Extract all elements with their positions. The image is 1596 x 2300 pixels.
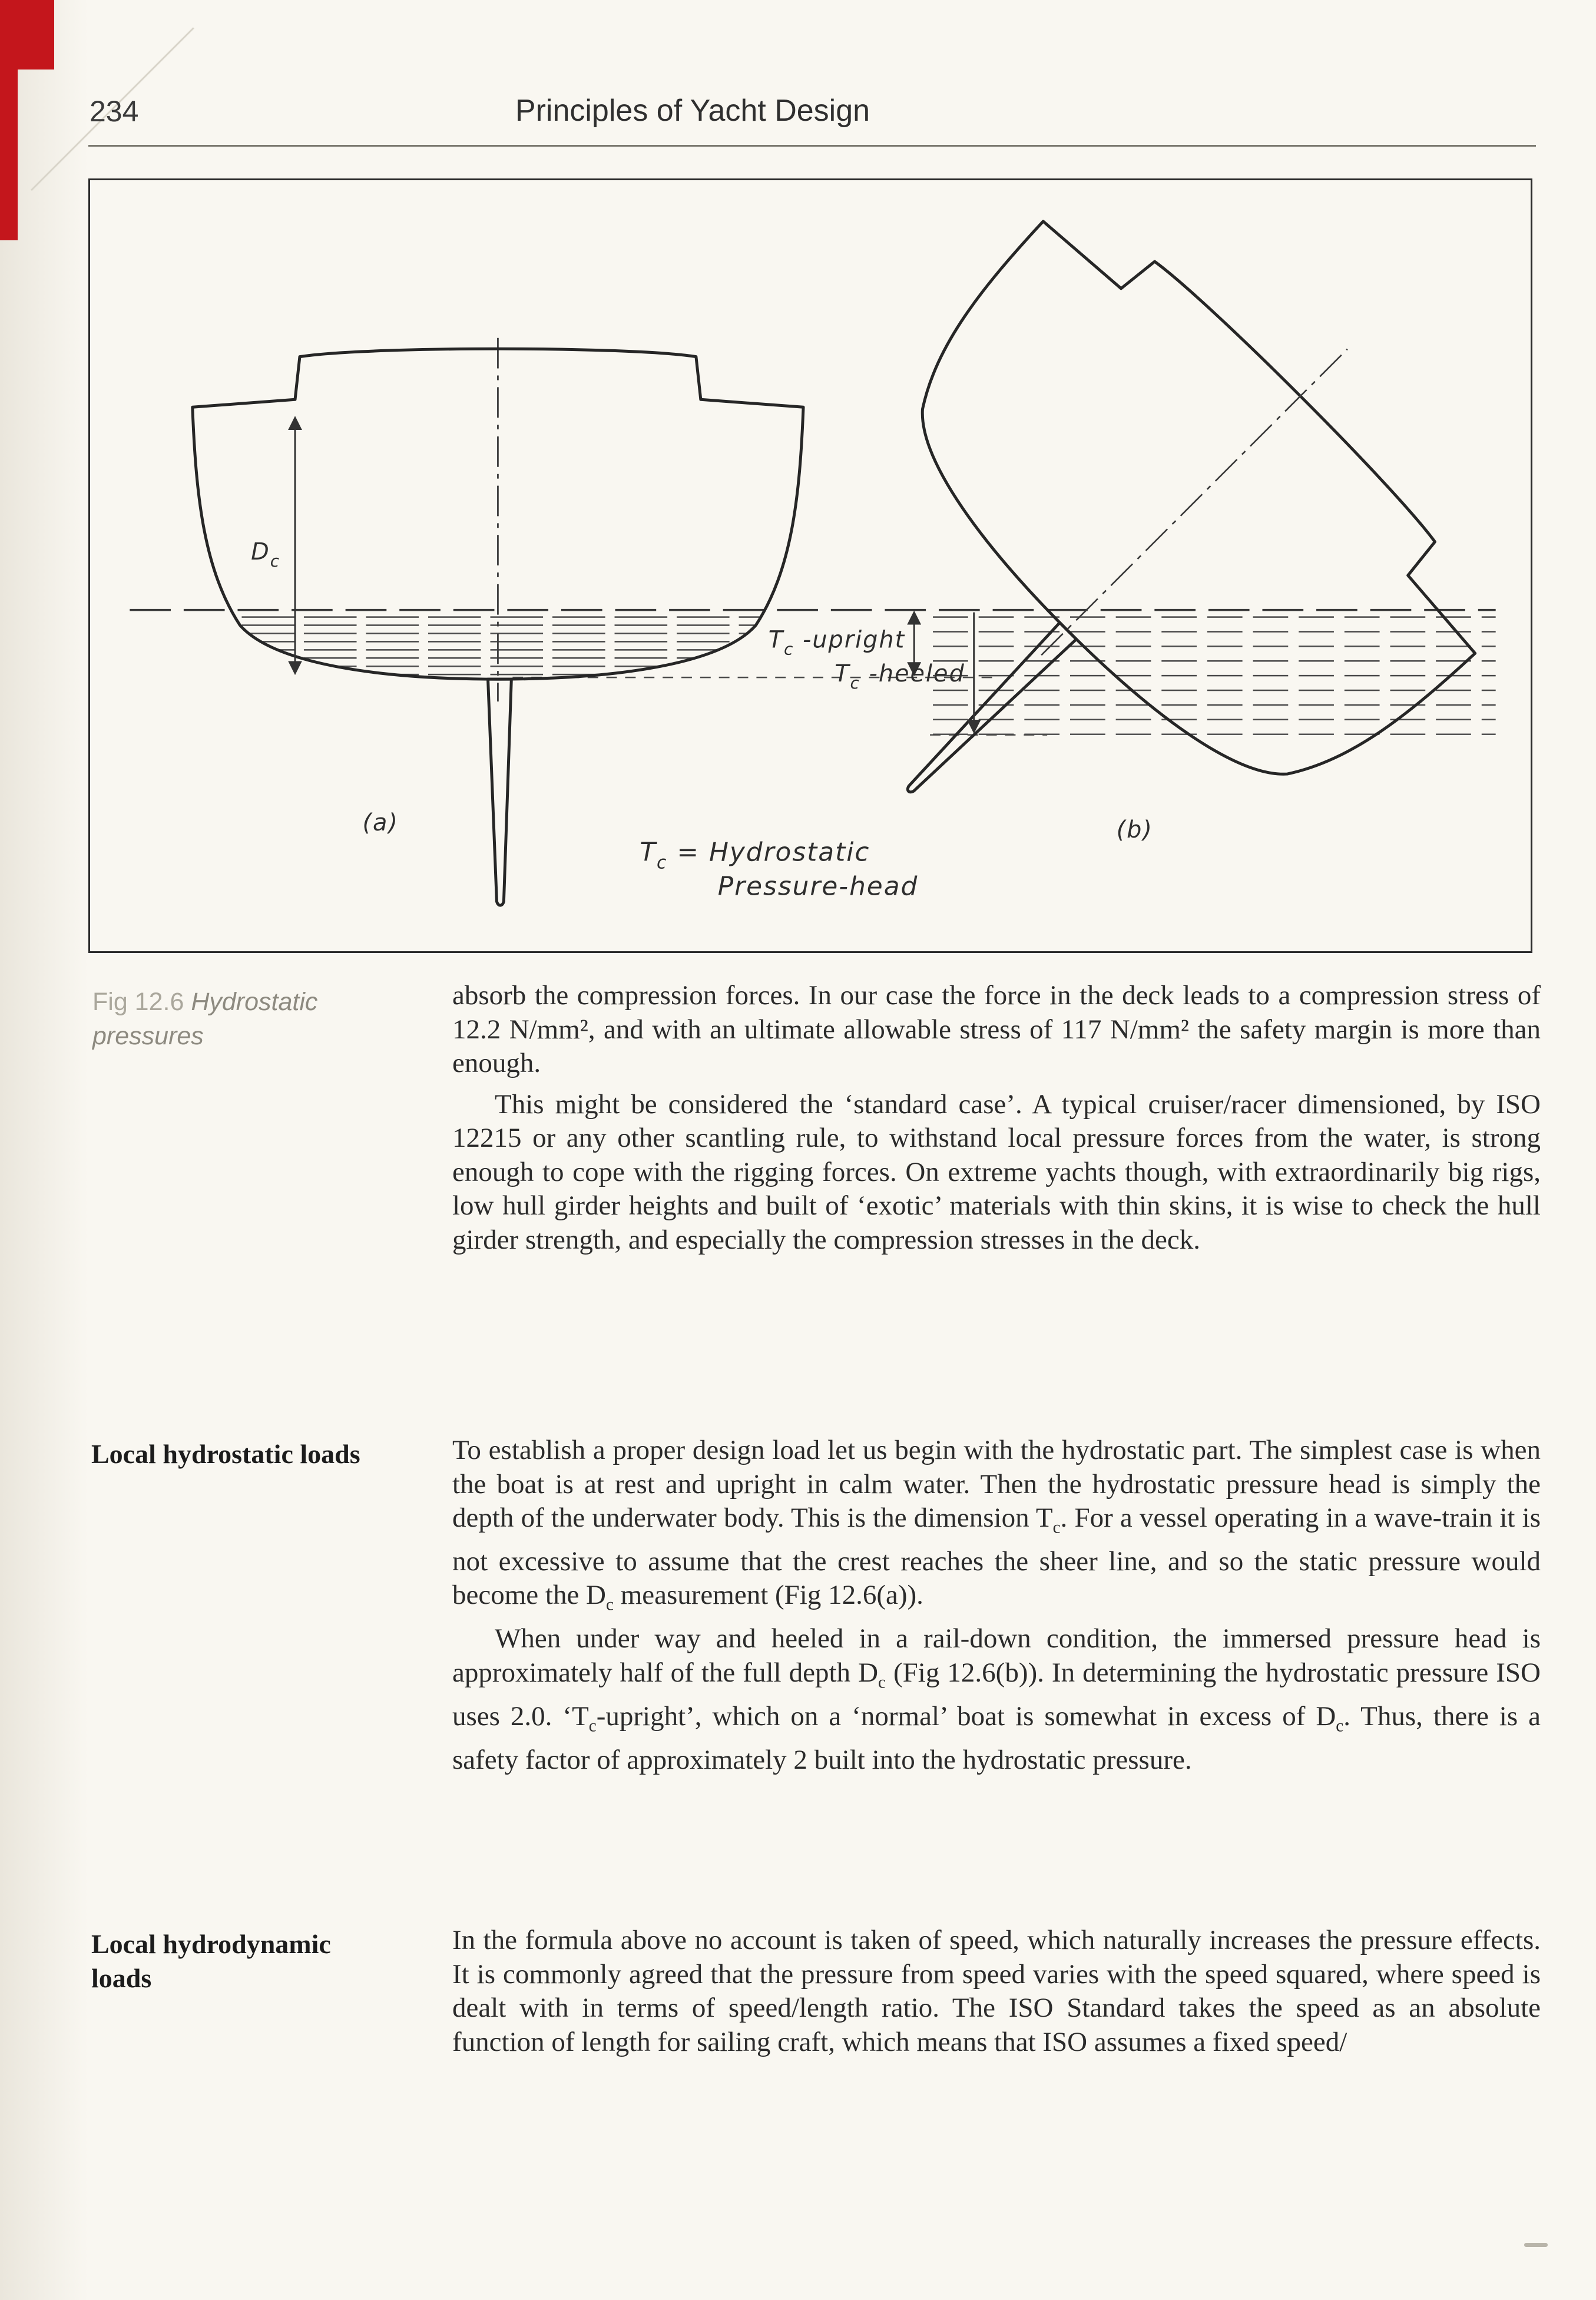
scan-artifact-mark xyxy=(1524,2243,1548,2247)
text-block-hydrostatic xyxy=(452,1434,1541,1777)
page-number: 234 xyxy=(90,95,139,128)
label-a: (a) xyxy=(362,809,399,836)
paragraph: absorb the compression forces. In our case the force in the deck leads to a compression stress of 12.2 N/mm², and with an ultimate allowable stress of 117 N/mm² the safety margin is more than enough. xyxy=(452,980,1541,1078)
red-edge-strip xyxy=(0,0,18,240)
formula-label-line1: $T_c$ = Hydrostatic xyxy=(640,837,870,873)
formula-label-line2: Pressure-head xyxy=(717,871,919,902)
tc-heeled-label: $T_c$ -heeled xyxy=(835,660,965,693)
dc-label: $D_c$ xyxy=(251,538,281,571)
text-block-compression xyxy=(452,979,1541,1257)
header-rule xyxy=(88,145,1536,147)
water-hatching-heeled xyxy=(933,617,1496,734)
upright-keel-fin xyxy=(488,679,512,905)
figure-caption-line1 xyxy=(92,985,422,1019)
hull-section-upright xyxy=(193,338,803,905)
tc-upright-label: $T_c$ -upright xyxy=(768,626,906,659)
paragraph: In the formula above no account is taken of speed, which naturally increases the pressure effects. It is commonly agreed that the pressure from speed varies with the speed squared, where speed is dealt with in terms of speed/length ratio. The ISO Standard takes the speed as an absolute function of length for sailing craft, which means that ISO assumes a fixed speed/ xyxy=(452,1925,1541,2057)
scan-edge-shading xyxy=(0,0,88,2300)
figure-12-6-box xyxy=(88,178,1532,953)
hull-section-heeled xyxy=(691,180,1516,951)
margin-heading-local-hydrodynamic-loads: Local hydrodynamic loads xyxy=(91,1929,331,1993)
figure-drawing xyxy=(90,180,1531,951)
label-b: (b) xyxy=(1116,816,1153,843)
text-block-hydrodynamic xyxy=(452,1924,1541,2059)
figure-caption-number: Fig 12.6 xyxy=(92,988,191,1016)
paragraph: When under way and heeled in a rail-down condition, the immersed pressure head is approximately half of the full depth $D_c$ (Fig 12.6(b)). In determining the hydrostatic pressure ISO uses 2.0. ‘$T_c$-upright’, which on a ‘normal’ boat is somewhat in excess of $D_c$. Thus, there is a safety factor of approximately 2 built into the hydrostatic pressure. xyxy=(452,1623,1541,1775)
margin-heading-local-hydrostatic-loads: Local hydrostatic loads xyxy=(91,1439,360,1469)
figure-caption-line2: pressures xyxy=(92,1022,204,1050)
paragraph: To establish a proper design load let us begin with the hydrostatic part. The simplest case is when the boat is at rest and upright in calm water. Then the hydrostatic pressure head is simply the depth of the underwater body. This is the dimension $T_c$. For a vessel operating in a wave-train it is not excessive to assume that the crest reaches the sheer line, and so the static pressure would become the $D_c$ measurement (Fig 12.6(a)). xyxy=(452,1435,1541,1614)
paragraph: This might be considered the ‘standard case’. A typical cruiser/racer dimensioned, by ISO 12215 or any other scantling rule, to withstand local pressure forces from the water, is strong enough to cope with the rigging forces. On extreme yachts though, with extraordinarily big rigs, low hull girder heights and built of ‘exotic’ materials with thin skins, it is wise to check the hull girder strength, and especially the compression stresses in the deck. xyxy=(452,1088,1541,1255)
heeled-keel-fin xyxy=(900,623,1077,799)
figure-caption xyxy=(92,985,422,1053)
figure-caption-title: Hydrostatic xyxy=(191,988,318,1016)
page-header-title: Principles of Yacht Design xyxy=(515,94,870,128)
